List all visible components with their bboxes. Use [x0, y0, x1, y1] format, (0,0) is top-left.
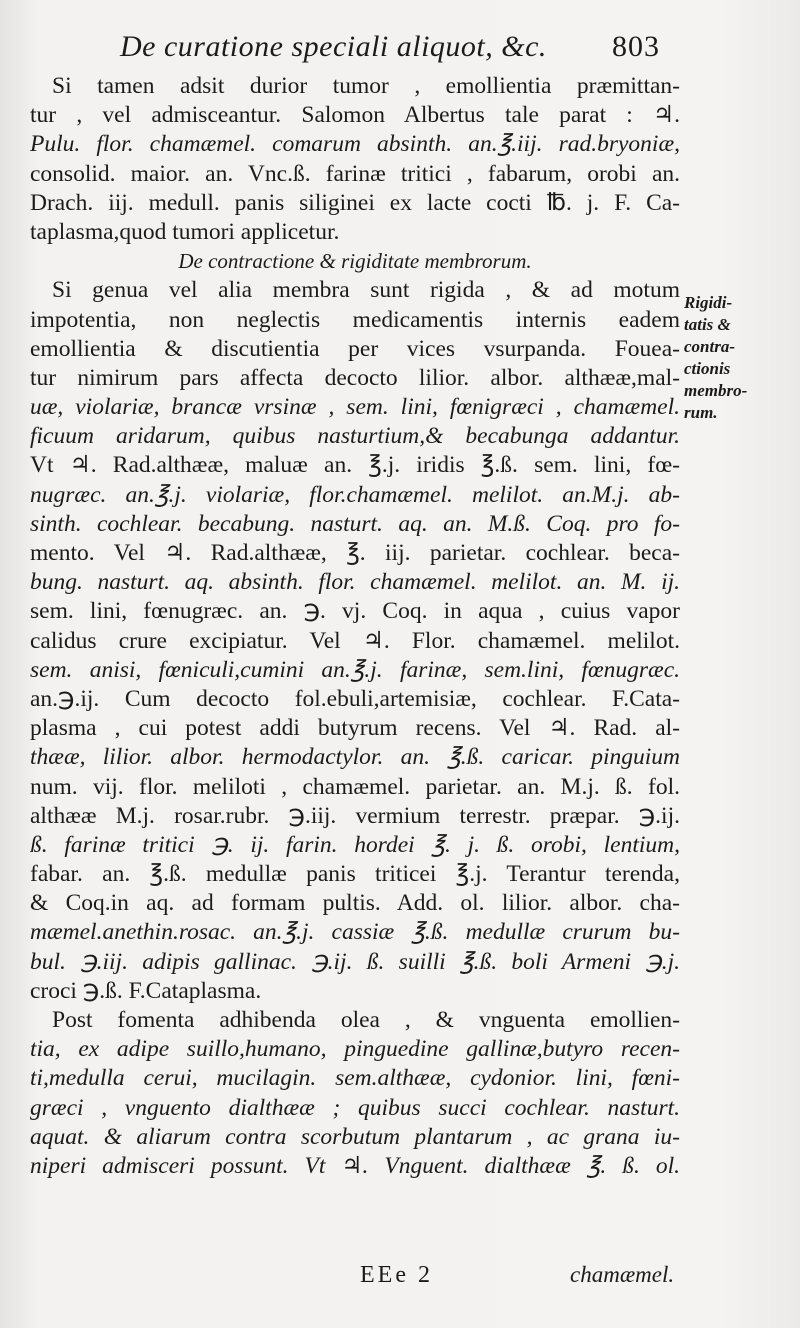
- text-line: impotentia, non neglectis medicamentis internis eadem: [30, 306, 680, 333]
- signature-mark: EEe 2: [360, 1262, 433, 1288]
- marginal-note-line: membro-: [684, 381, 748, 400]
- marginal-note-line: rum.: [684, 403, 718, 422]
- text-line: emollientia & discutientia per vices vsurpanda. Fouea-: [30, 335, 680, 362]
- text-line: mento. Vel ♃. Rad.althææ, ℥. iij. parietar. cochlear. beca-: [30, 540, 680, 566]
- text-line: & Coq.in aq. ad formam pultis. Add. ol. lilior. albor. cha-: [30, 890, 680, 917]
- marginal-note-line: contra-: [684, 337, 735, 356]
- running-head: [120, 30, 660, 70]
- text-line: tur nimirum pars affecta decocto lilior. albor. althææ,mal-: [30, 364, 680, 391]
- text-line: Drach. iij. medull. panis siliginei ex lacte cocti ℔. j. F. Ca-: [30, 189, 680, 216]
- catchword: chamæmel.: [570, 1262, 675, 1287]
- marginal-note-line: tatis &: [684, 315, 731, 334]
- text-line: bul. ℈.iij. adipis gallinac. ℈.ij. ß. suilli ℥.ß. boli Armeni ℈.j.: [30, 948, 680, 975]
- text-block: [30, 72, 680, 1181]
- text-line: sem. lini, fœnugræc. an. ℈. vj. Coq. in aqua , cuius vapor: [30, 598, 680, 625]
- text-line: ficuum aridarum, quibus nasturtium,& becabunga addantur.: [30, 423, 680, 450]
- marginal-note-line: ctionis: [684, 359, 731, 378]
- marginal-note: [684, 292, 784, 424]
- text-line: aquat. & aliarum contra scorbutum plantarum , ac grana iu-: [30, 1123, 680, 1150]
- text-line: plasma , cui potest addi butyrum recens. Vel ♃. Rad. al-: [30, 715, 680, 742]
- text-line: Post fomenta adhibenda olea , & vnguenta emollien-: [52, 1007, 680, 1033]
- text-line: nugræc. an.℥.j. violariæ, flor.chamæmel. melilot. an.M.j. ab-: [30, 481, 680, 508]
- text-line: mæmel.anethin.rosac. an.℥.j. cassiæ ℥.ß. medullæ crurum bu-: [30, 919, 680, 946]
- text-line: tia, ex adipe suillo,humano, pinguedine gallinæ,butyro recen-: [30, 1036, 680, 1063]
- text-line: fabar. an. ℥.ß. medullæ panis triticei ℥.j. Terantur terenda,: [30, 861, 680, 888]
- text-line: bung. nasturt. aq. absinth. flor. chamæmel. melilot. an. M. ij.: [30, 569, 680, 596]
- text-line: Si tamen adsit durior tumor , emollientia præmittan-: [52, 73, 680, 99]
- section-heading: De contractione & rigiditate membrorum.: [178, 249, 532, 274]
- running-title: De curatione speciali aliquot, &c.: [120, 30, 547, 63]
- text-line: num. vij. flor. meliloti , chamæmel. parietar. an. M.j. ß. fol.: [30, 773, 680, 800]
- text-line: ti,medulla cerui, mucilagin. sem.althææ, cydonior. lini, fœni-: [30, 1065, 680, 1092]
- text-line: Si genua vel alia membra sunt rigida , & ad motum: [52, 277, 680, 304]
- text-line: an.℈.ij. Cum decocto fol.ebuli,artemisiæ, cochlear. F.Cata-: [30, 685, 680, 712]
- text-line: sem. anisi, fœniculi,cumini an.℥.j. farinæ, sem.lini, fœnugræc.: [30, 656, 680, 683]
- text-line: niperi admisceri possunt. Vt ♃. Vnguent. dialthææ ℥. ß. ol.: [30, 1152, 680, 1179]
- text-line: croci ℈.ß. F.Cataplasma.: [30, 977, 262, 1004]
- text-line: sinth. cochlear. becabung. nasturt. aq. an. M.ß. Coq. pro fo-: [30, 510, 680, 537]
- text-line: tur , vel admisceantur. Salomon Albertus tale parat : ♃.: [30, 102, 680, 129]
- text-line: taplasma,quod tumori applicetur.: [30, 218, 340, 245]
- text-line: althææ M.j. rosar.rubr. ℈.iij. vermium terrestr. præpar. ℈.ij.: [30, 802, 680, 829]
- text-line: uæ, violariæ, brancæ vrsinæ , sem. lini, fœnigræci , chamæmel.: [30, 394, 680, 421]
- page-number: 803: [612, 30, 660, 63]
- marginal-note-line: Rigidi-: [684, 293, 733, 312]
- text-line: consolid. maior. an. Vnc.ß. farinæ tritici , fabarum, orobi an.: [30, 160, 680, 187]
- text-line: Vt ♃. Rad.althææ, maluæ an. ℥.j. iridis ℥.ß. sem. lini, fœ-: [30, 452, 680, 479]
- text-line: græci , vnguento dialthææ ; quibus succi cochlear. nasturt.: [30, 1094, 680, 1121]
- text-line: ß. farinæ tritici ℈. ij. farin. hordei ℥. j. ß. orobi, lentium,: [30, 831, 680, 858]
- text-line: Pulu. flor. chamæmel. comarum absinth. an.℥.iij. rad.bryoniæ,: [30, 131, 680, 158]
- text-line: calidus crure excipiatur. Vel ♃. Flor. chamæmel. melilot.: [30, 627, 680, 654]
- text-line: thææ, lilior. albor. hermodactylor. an. ℥.ß. caricar. pinguium: [30, 744, 680, 771]
